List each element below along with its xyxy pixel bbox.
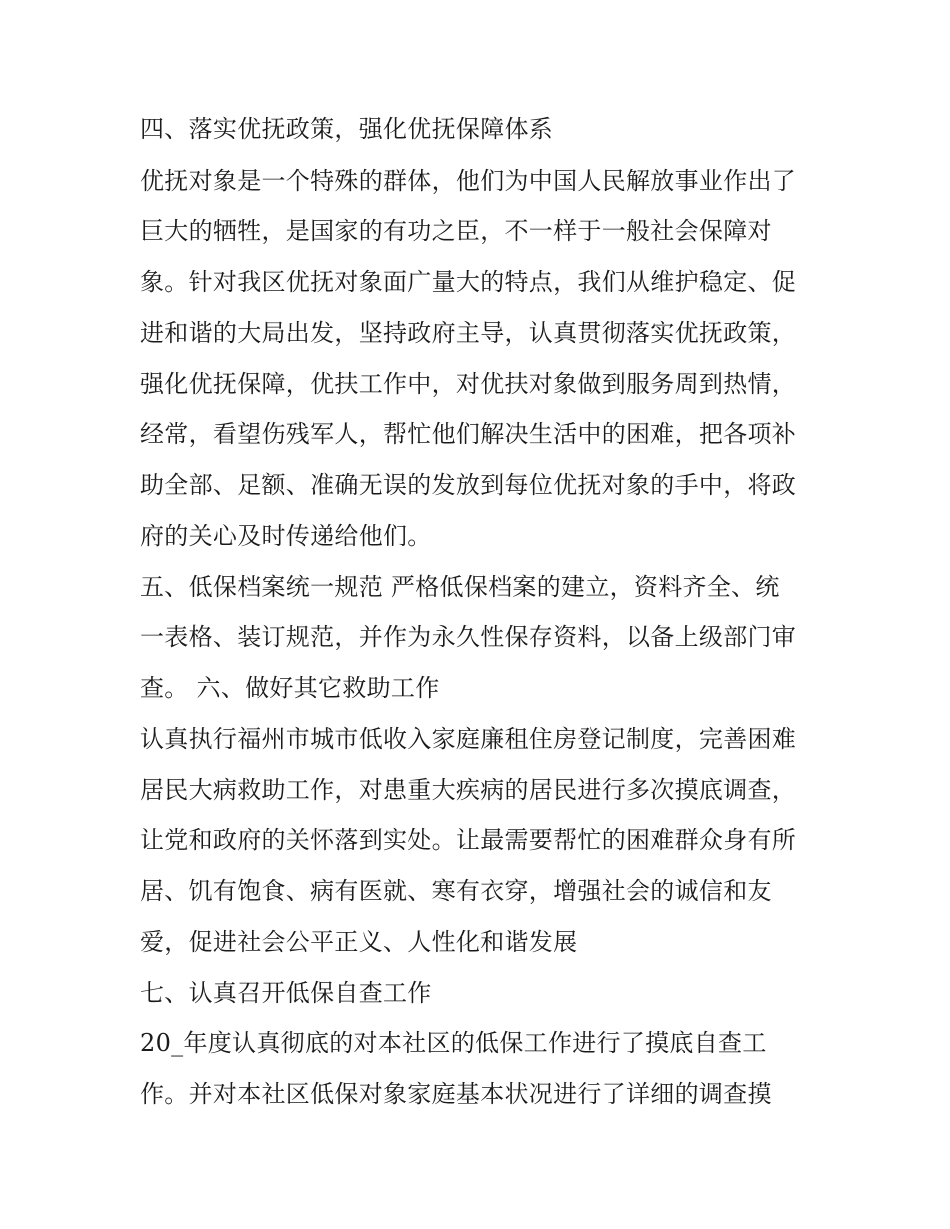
paragraph-line: 府的关心及时传递给他们。 <box>140 522 432 550</box>
paragraph-line: 强化优抚保障，优扶工作中，对优扶对象做到服务周到热情， <box>140 370 797 398</box>
paragraph-line: 助全部、足额、准确无误的发放到每位优抚对象的手中，将政 <box>140 471 797 499</box>
paragraph-line: 爱，促进社会公平正义、人性化和谐发展 <box>140 928 578 956</box>
paragraph-line: 优抚对象是一个特殊的群体，他们为中国人民解放事业作出了 <box>140 167 797 195</box>
section-heading-4: 四、落实优抚政策，强化优抚保障体系 <box>140 115 554 143</box>
paragraph-line: 一表格、装订规范，并作为永久性保存资料，以备上级部门审 <box>140 623 797 651</box>
section-heading-6: 查。 六、做好其它救助工作 <box>140 674 440 702</box>
section-heading-5: 五、低保档案统一规范 严格低保档案的建立，资料齐全、统 <box>140 573 780 601</box>
section-heading-7: 七、认真召开低保自查工作 <box>140 979 432 1007</box>
paragraph-line: 20_年度认真彻底的对本社区的低保工作进行了摸底自查工 <box>140 1029 767 1057</box>
paragraph-line: 经常，看望伤残军人，帮忙他们解决生活中的困难，把各项补 <box>140 420 797 448</box>
paragraph-line: 让党和政府的关怀落到实处。让最需要帮忙的困难群众身有所 <box>140 826 797 854</box>
paragraph-line: 居、饥有饱食、病有医就、寒有衣穿，增强社会的诚信和友 <box>140 877 772 905</box>
paragraph-line: 象。针对我区优抚对象面广量大的特点，我们从维护稳定、促 <box>140 268 797 296</box>
paragraph-line: 作。并对本社区低保对象家庭基本状况进行了详细的调查摸 <box>140 1080 772 1108</box>
paragraph-line: 认真执行福州市城市低收入家庭廉租住房登记制度，完善困难 <box>140 725 797 753</box>
paragraph-line: 巨大的牺牲，是国家的有功之臣，不一样于一般社会保障对 <box>140 217 772 245</box>
paragraph-line: 进和谐的大局出发，坚持政府主导，认真贯彻落实优抚政策， <box>140 319 797 347</box>
paragraph-line: 居民大病救助工作，对患重大疾病的居民进行多次摸底调查， <box>140 776 797 804</box>
